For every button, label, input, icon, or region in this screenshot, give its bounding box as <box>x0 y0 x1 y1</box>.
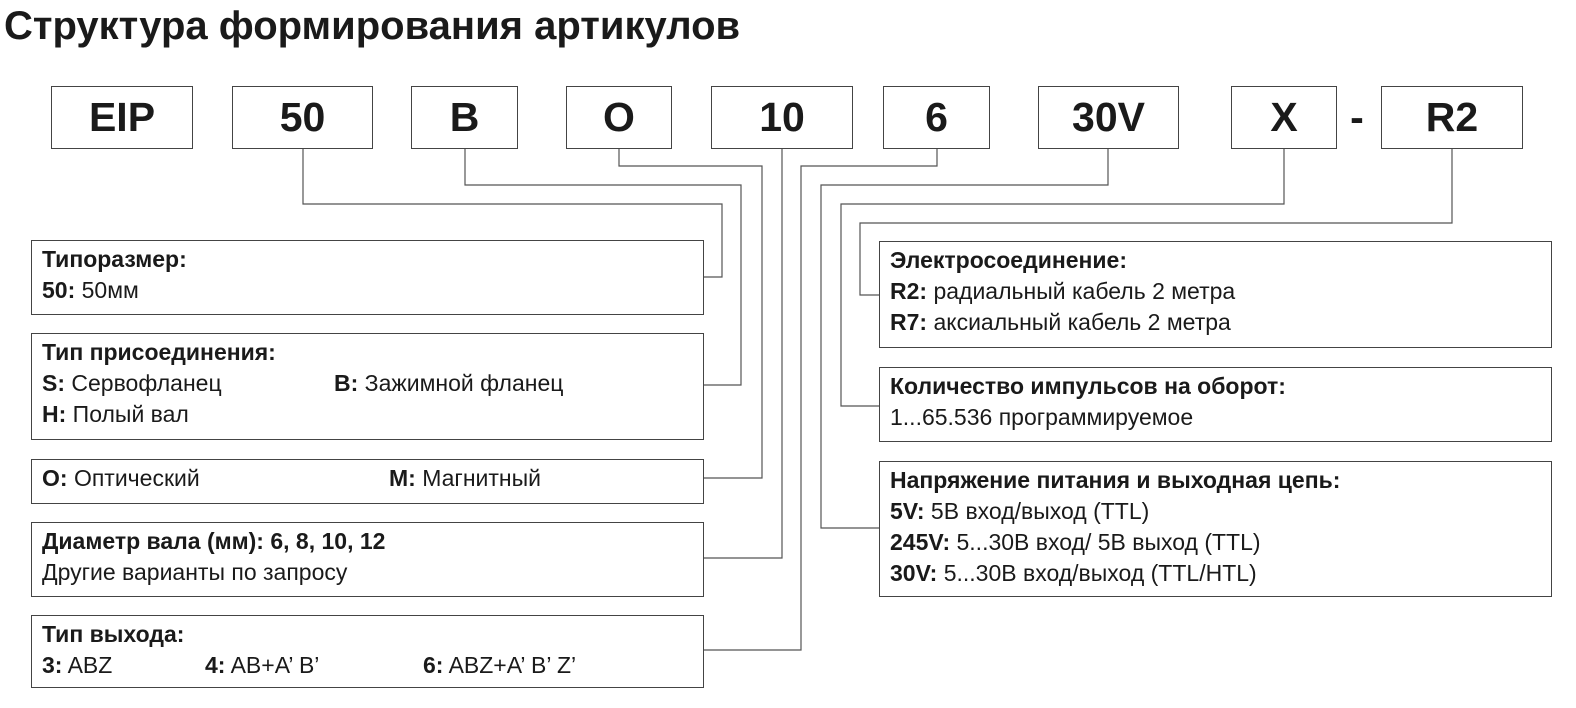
mount-s-text: Сервофланец <box>65 370 222 396</box>
code-size-text: 50 <box>279 94 326 140</box>
mount-b-code: B: <box>334 370 359 396</box>
code-sensor-text: O <box>603 94 635 140</box>
box-connection <box>879 241 1552 348</box>
sensor-o-code: O: <box>42 465 68 491</box>
connection-r7-text: аксиальный кабель 2 метра <box>927 309 1231 335</box>
output-option-3 <box>42 652 112 678</box>
connection-heading: Электросоединение: <box>890 247 1127 273</box>
box-voltage <box>879 461 1552 597</box>
sensor-option-m <box>389 463 541 494</box>
mount-h-text: Полый вал <box>66 401 189 427</box>
voltage-option-30v <box>890 558 1551 589</box>
code-separator-dash: - <box>1350 94 1364 140</box>
page-title: Структура формирования артикулов <box>4 4 741 48</box>
output-3-code: 3: <box>42 652 63 678</box>
sensor-options-row <box>42 463 703 494</box>
shaft-note: Другие варианты по запросу <box>42 559 348 585</box>
code-shaft-text: 10 <box>759 94 805 140</box>
voltage-245v-code: 245V: <box>890 529 951 555</box>
size-heading: Типоразмер: <box>42 246 187 272</box>
code-voltage-text: 30V <box>1072 94 1145 140</box>
code-output-text: 6 <box>925 94 948 140</box>
box-pulses <box>879 367 1552 442</box>
output-option-6 <box>423 650 576 681</box>
mount-heading: Тип присоединения: <box>42 339 276 365</box>
mount-b-text: Зажимной фланец <box>358 370 564 396</box>
sensor-option-o <box>42 465 200 491</box>
sensor-o-text: Оптический <box>67 465 200 491</box>
box-sensor <box>31 459 704 504</box>
connection-option-r2 <box>890 276 1551 307</box>
output-4-code: 4: <box>205 652 226 678</box>
box-mount <box>31 333 704 440</box>
output-6-code: 6: <box>423 652 444 678</box>
size-option-code: 50: <box>42 277 76 303</box>
box-shaft <box>31 522 704 597</box>
size-option-50 <box>42 275 703 306</box>
code-eip-text: EIP <box>88 94 156 140</box>
voltage-5v-code: 5V: <box>890 498 925 524</box>
mount-options-row <box>42 368 703 399</box>
shaft-heading: Диаметр вала (мм): 6, 8, 10, 12 <box>42 528 386 554</box>
mount-h-code: H: <box>42 401 67 427</box>
voltage-30v-text: 5...30В вход/выход (TTL/HTL) <box>937 560 1257 586</box>
voltage-30v-code: 30V: <box>890 560 938 586</box>
mount-option-b <box>334 368 563 399</box>
voltage-option-5v <box>890 496 1551 527</box>
output-option-4 <box>205 650 319 681</box>
code-x-text: X <box>1270 94 1298 140</box>
output-heading: Тип выхода: <box>42 621 185 647</box>
output-4-text: AB+A’ B’ <box>225 652 320 678</box>
sensor-m-text: Магнитный <box>415 465 541 491</box>
sensor-m-code: M: <box>389 465 416 491</box>
connection-option-r7 <box>890 307 1551 338</box>
mount-option-s <box>42 370 222 396</box>
output-3-text: ABZ <box>62 652 113 678</box>
connection-r7-code: R7: <box>890 309 928 335</box>
box-output <box>31 615 704 688</box>
connection-r2-code: R2: <box>890 278 928 304</box>
voltage-heading: Напряжение питания и выходная цепь: <box>890 467 1341 493</box>
voltage-5v-text: 5В вход/выход (TTL) <box>924 498 1150 524</box>
mount-option-h <box>42 399 703 430</box>
size-option-text: 50мм <box>75 277 139 303</box>
code-connection-text: R2 <box>1425 94 1479 140</box>
box-size <box>31 240 704 315</box>
connection-r2-text: радиальный кабель 2 метра <box>927 278 1236 304</box>
pulses-text: 1...65.536 программируемое <box>890 404 1194 430</box>
mount-s-code: S: <box>42 370 65 396</box>
pulses-heading: Количество импульсов на оборот: <box>890 373 1286 399</box>
code-mount-text: B <box>449 94 480 140</box>
output-options-row <box>42 650 703 681</box>
connector-shaft <box>704 149 782 558</box>
voltage-option-245v <box>890 527 1551 558</box>
output-6-text: ABZ+A’ B’ Z’ <box>443 652 577 678</box>
voltage-245v-text: 5...30В вход/ 5В выход (TTL) <box>950 529 1261 555</box>
